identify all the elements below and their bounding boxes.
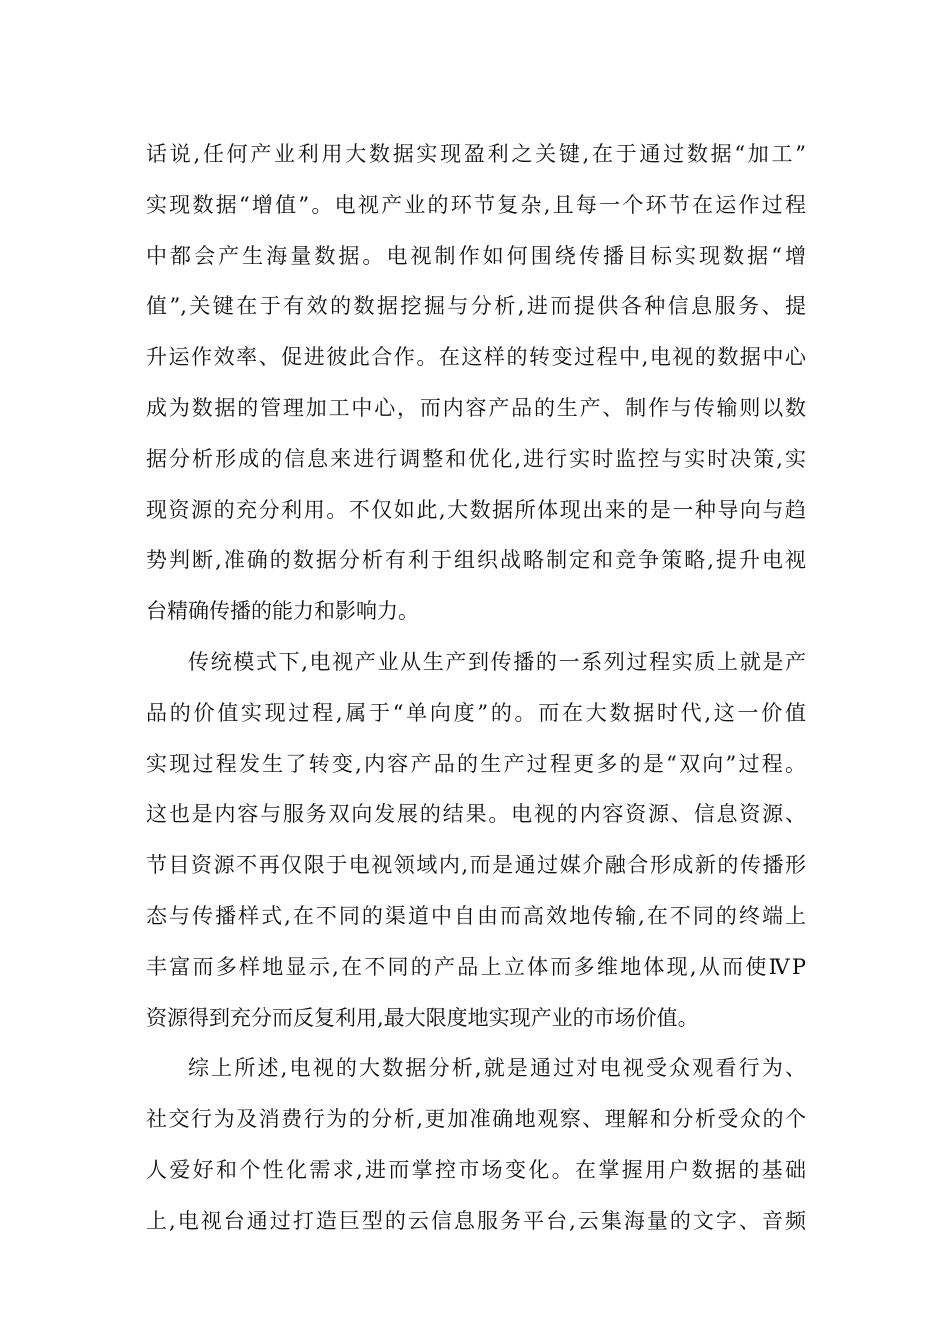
text-line: 节目资源不再仅限于电视领域内,而是通过媒介融合形成新的传播形 xyxy=(146,853,806,878)
text-line: 成为数据的管理加工中心，而内容产品的生产、制作与传输则以数 xyxy=(146,395,806,420)
text-line: 传统模式下,电视产业从生产到传播的一系列过程实质上就是产 xyxy=(188,649,806,674)
text-line: 人爱好和个性化需求,进而掌控市场变化。在掌握用户数据的基础 xyxy=(146,1157,806,1182)
text-line: 值”,关键在于有效的数据挖掘与分析,进而提供各种信息服务、提 xyxy=(146,294,806,319)
text-line: 中都会产生海量数据。电视制作如何围绕传播目标实现数据“增 xyxy=(146,243,806,268)
text-line: 态与传播样式,在不同的渠道中自由而高效地传输,在不同的终端上 xyxy=(146,903,806,928)
text-line: 社交行为及消费行为的分析,更加准确地观察、理解和分析受众的个 xyxy=(146,1107,806,1132)
text-line: 升运作效率、促进彼此合作。在这样的转变过程中,电视的数据中心 xyxy=(146,345,806,370)
text-line: 品的价值实现过程,属于“单向度”的。而在大数据时代,这一价值 xyxy=(146,700,806,725)
text-line: 实现数据“增值”。电视产业的环节复杂,且每一个环节在运作过程 xyxy=(146,192,806,217)
text-line: 上,电视台通过打造巨型的云信息服务平台,云集海量的文字、音频 xyxy=(146,1208,806,1233)
text-line: 现资源的充分利用。不仅如此,大数据所体现出来的是一种导向与趋 xyxy=(146,497,806,522)
text-line: 这也是内容与服务双向发展的结果。电视的内容资源、信息资源、 xyxy=(146,802,806,827)
text-line: 丰富而多样地显示,在不同的产品上立体而多维地体现,从而使ⅣP xyxy=(146,954,806,979)
text-line: 据分析形成的信息来进行调整和优化,进行实时监控与实时决策,实 xyxy=(146,446,806,471)
body-text xyxy=(146,129,806,1247)
text-line: 势判断,准确的数据分析有利于组织战略制定和竞争策略,提升电视 xyxy=(146,548,806,573)
text-line: 实现过程发生了转变,内容产品的生产过程更多的是“双向”过程。 xyxy=(146,751,806,776)
text-line: 话说,任何产业利用大数据实现盈利之关键,在于通过数据“加工” xyxy=(146,142,806,166)
text-line: 资源得到充分而反复利用,最大限度地实现产业的市场价值。 xyxy=(146,1005,699,1030)
text-line: 台精确传播的能力和影响力。 xyxy=(146,599,419,624)
text-line: 综上所述,电视的大数据分析,就是通过对电视受众观看行为、 xyxy=(188,1056,806,1081)
